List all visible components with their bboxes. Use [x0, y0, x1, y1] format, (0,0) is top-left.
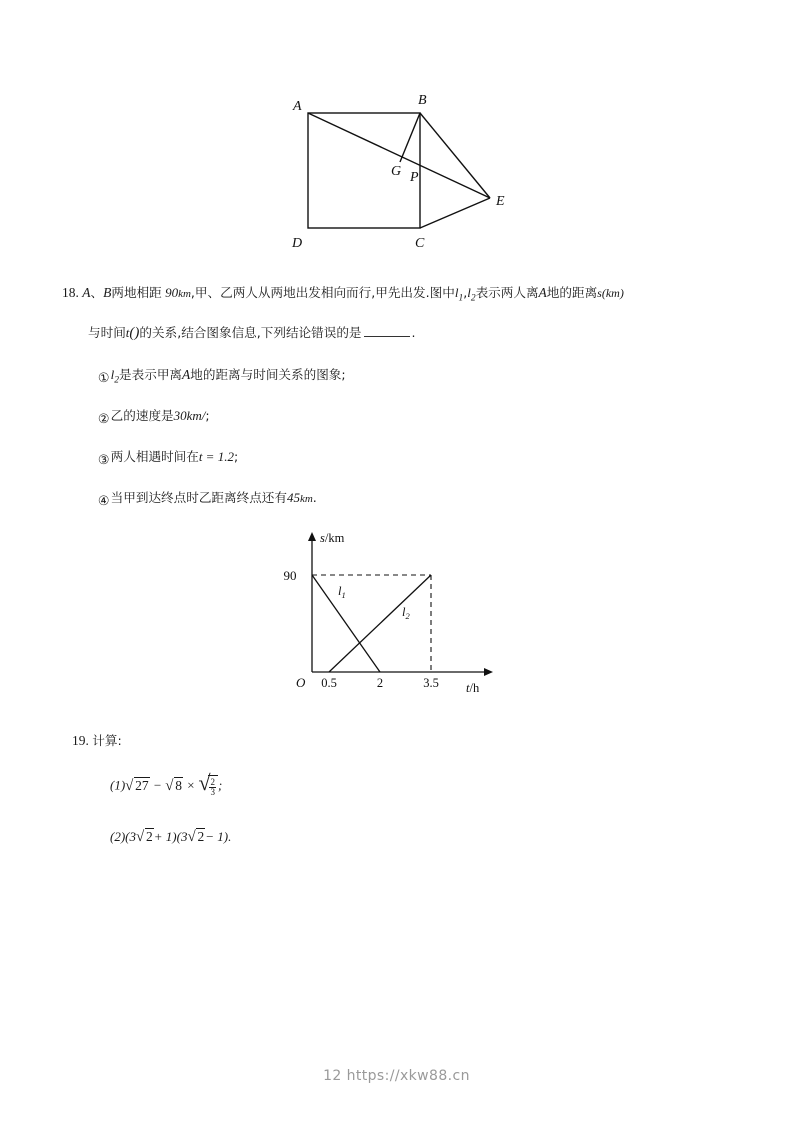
- q18-l2-symbol: l: [467, 285, 471, 300]
- q18-text-4: 地的距离: [546, 285, 598, 300]
- question-19-item-1: [110, 775, 222, 798]
- opt4-unit: km: [299, 493, 313, 505]
- x-tick-3-5: 3.5: [423, 676, 439, 690]
- question-19-number: 19.: [72, 733, 89, 748]
- q18-var-a2: A: [538, 285, 547, 300]
- question-19-heading: [72, 731, 122, 751]
- q18-text-3: 表示两人离: [475, 285, 539, 300]
- label-g: G: [391, 164, 402, 179]
- segment-ae: [308, 113, 490, 198]
- q19-item1-label: (1): [110, 777, 126, 793]
- q18-paren: (): [129, 325, 140, 341]
- x-axis-arrow: [484, 668, 493, 676]
- series-label-l1: $l_1$: [338, 584, 346, 600]
- opt3-tail: ;: [233, 449, 239, 464]
- sqrt-2b-radicand: 2: [197, 829, 205, 844]
- question-18-option-3: [97, 446, 239, 469]
- opt1-symbol-sub: 2: [114, 375, 120, 386]
- sqrt-2-second: [187, 827, 205, 847]
- opt3-value: t = 1.2: [198, 449, 234, 464]
- opt4-text: 当甲到达终点时乙距离终点还有: [110, 490, 287, 505]
- fraction-numerator: √ 2: [210, 776, 215, 787]
- y-axis-arrow: [308, 532, 316, 541]
- geometry-figure: [255, 80, 545, 255]
- origin-label: O: [296, 675, 306, 690]
- q19-item2-mid: + 1)(3: [153, 829, 188, 844]
- segment-bg: [400, 113, 420, 162]
- geometry-svg: [255, 80, 545, 255]
- answer-blank[interactable]: [364, 325, 410, 337]
- question-18-line-2: [88, 322, 688, 345]
- opt2-text: 乙的速度是: [110, 408, 174, 423]
- sqrt-27-radicand: 27: [135, 777, 149, 793]
- q18-l1-subscript: 1: [458, 293, 464, 304]
- distance-time-graph: [280, 520, 510, 700]
- q18-text-5: 与时间: [88, 325, 126, 340]
- question-18-option-4: [97, 487, 317, 510]
- y-tick-90: 90: [283, 568, 297, 583]
- sqrt-27: [125, 776, 150, 796]
- opt4-value: 45: [286, 490, 300, 505]
- opt2-tail: ;: [205, 408, 210, 423]
- x-tick-0-5: 0.5: [321, 676, 337, 690]
- opt2-value: 30km/: [173, 408, 206, 423]
- segment-ce: [420, 198, 490, 228]
- question-18-number: 18.: [62, 285, 79, 300]
- fraction-2-3: [209, 778, 216, 798]
- label-e: E: [496, 194, 505, 209]
- q19-times: ×: [186, 777, 196, 793]
- q18-distance-unit: km: [178, 288, 191, 300]
- opt4-tail: .: [312, 490, 317, 505]
- option-marker-2: ②: [97, 411, 111, 428]
- option-marker-1: ①: [97, 370, 111, 387]
- question-19-label: 计算:: [92, 733, 122, 748]
- y-axis-label: s/km: [320, 531, 345, 545]
- x-axis-label: t/h: [466, 681, 480, 695]
- label-a: A: [293, 99, 302, 114]
- q18-var-a: A: [82, 285, 91, 300]
- opt1-tail: 地的距离与时间关系的图象;: [190, 367, 346, 382]
- opt1-symbol: l: [110, 367, 115, 382]
- label-c: C: [415, 236, 425, 251]
- q18-sep-2: ,: [463, 285, 468, 300]
- q18-var-b: B: [103, 285, 112, 300]
- rectangle-abcd: [308, 113, 420, 228]
- q18-s-km: s(km): [597, 286, 624, 300]
- opt3-text: 两人相遇时间在: [110, 449, 199, 464]
- graph-svg: [280, 520, 510, 700]
- opt1-var: A: [182, 367, 191, 382]
- fraction-denominator: 3: [210, 787, 215, 798]
- sqrt-fraction-2-3: [198, 775, 218, 798]
- label-b: B: [418, 93, 427, 108]
- q18-l2-subscript: 2: [470, 293, 476, 304]
- x-tick-2: 2: [376, 676, 384, 690]
- q18-text-2: ,甲、乙两人从两地出发相向而行,甲先出发.图中: [190, 285, 455, 300]
- q19-item2-tail: .: [228, 829, 232, 844]
- q19-item1-tail: ;: [217, 777, 223, 793]
- q18-period: .: [411, 325, 416, 340]
- sqrt-2a-radicand: 2: [146, 829, 153, 844]
- page-footer: 12 https://xkw88.cn: [323, 1068, 470, 1084]
- series-l1-line: [312, 575, 380, 672]
- sqrt-2-first: [136, 827, 154, 847]
- q19-item2-label: (2): [110, 829, 126, 844]
- label-d: D: [292, 236, 303, 251]
- q18-text-1: 两地相距: [111, 285, 162, 300]
- q19-item2-close: − 1): [205, 829, 229, 844]
- sqrt-8-radicand: 8: [175, 777, 182, 793]
- option-marker-4: ④: [97, 493, 111, 510]
- sqrt-8: [165, 776, 183, 796]
- segment-be: [420, 113, 490, 198]
- q18-var-t: t: [125, 325, 130, 340]
- series-label-l2: $l_2$: [402, 605, 410, 621]
- question-18-option-2: [97, 405, 210, 428]
- q18-l1-symbol: l: [454, 285, 459, 300]
- label-p: P: [410, 170, 419, 185]
- q18-text-6: 的关系,结合图象信息,下列结论错误的是: [139, 325, 362, 340]
- question-18-option-1: [98, 364, 346, 386]
- opt1-text: 是表示甲离: [119, 367, 182, 382]
- q18-sep-1: 、: [90, 285, 104, 300]
- option-marker-3: ③: [97, 452, 111, 469]
- q18-distance-value: 90: [165, 285, 179, 300]
- q19-item2-open: (3: [125, 829, 137, 844]
- q19-minus: −: [153, 777, 162, 793]
- question-19-item-2: [110, 827, 231, 847]
- question-18-line-1: [62, 283, 762, 306]
